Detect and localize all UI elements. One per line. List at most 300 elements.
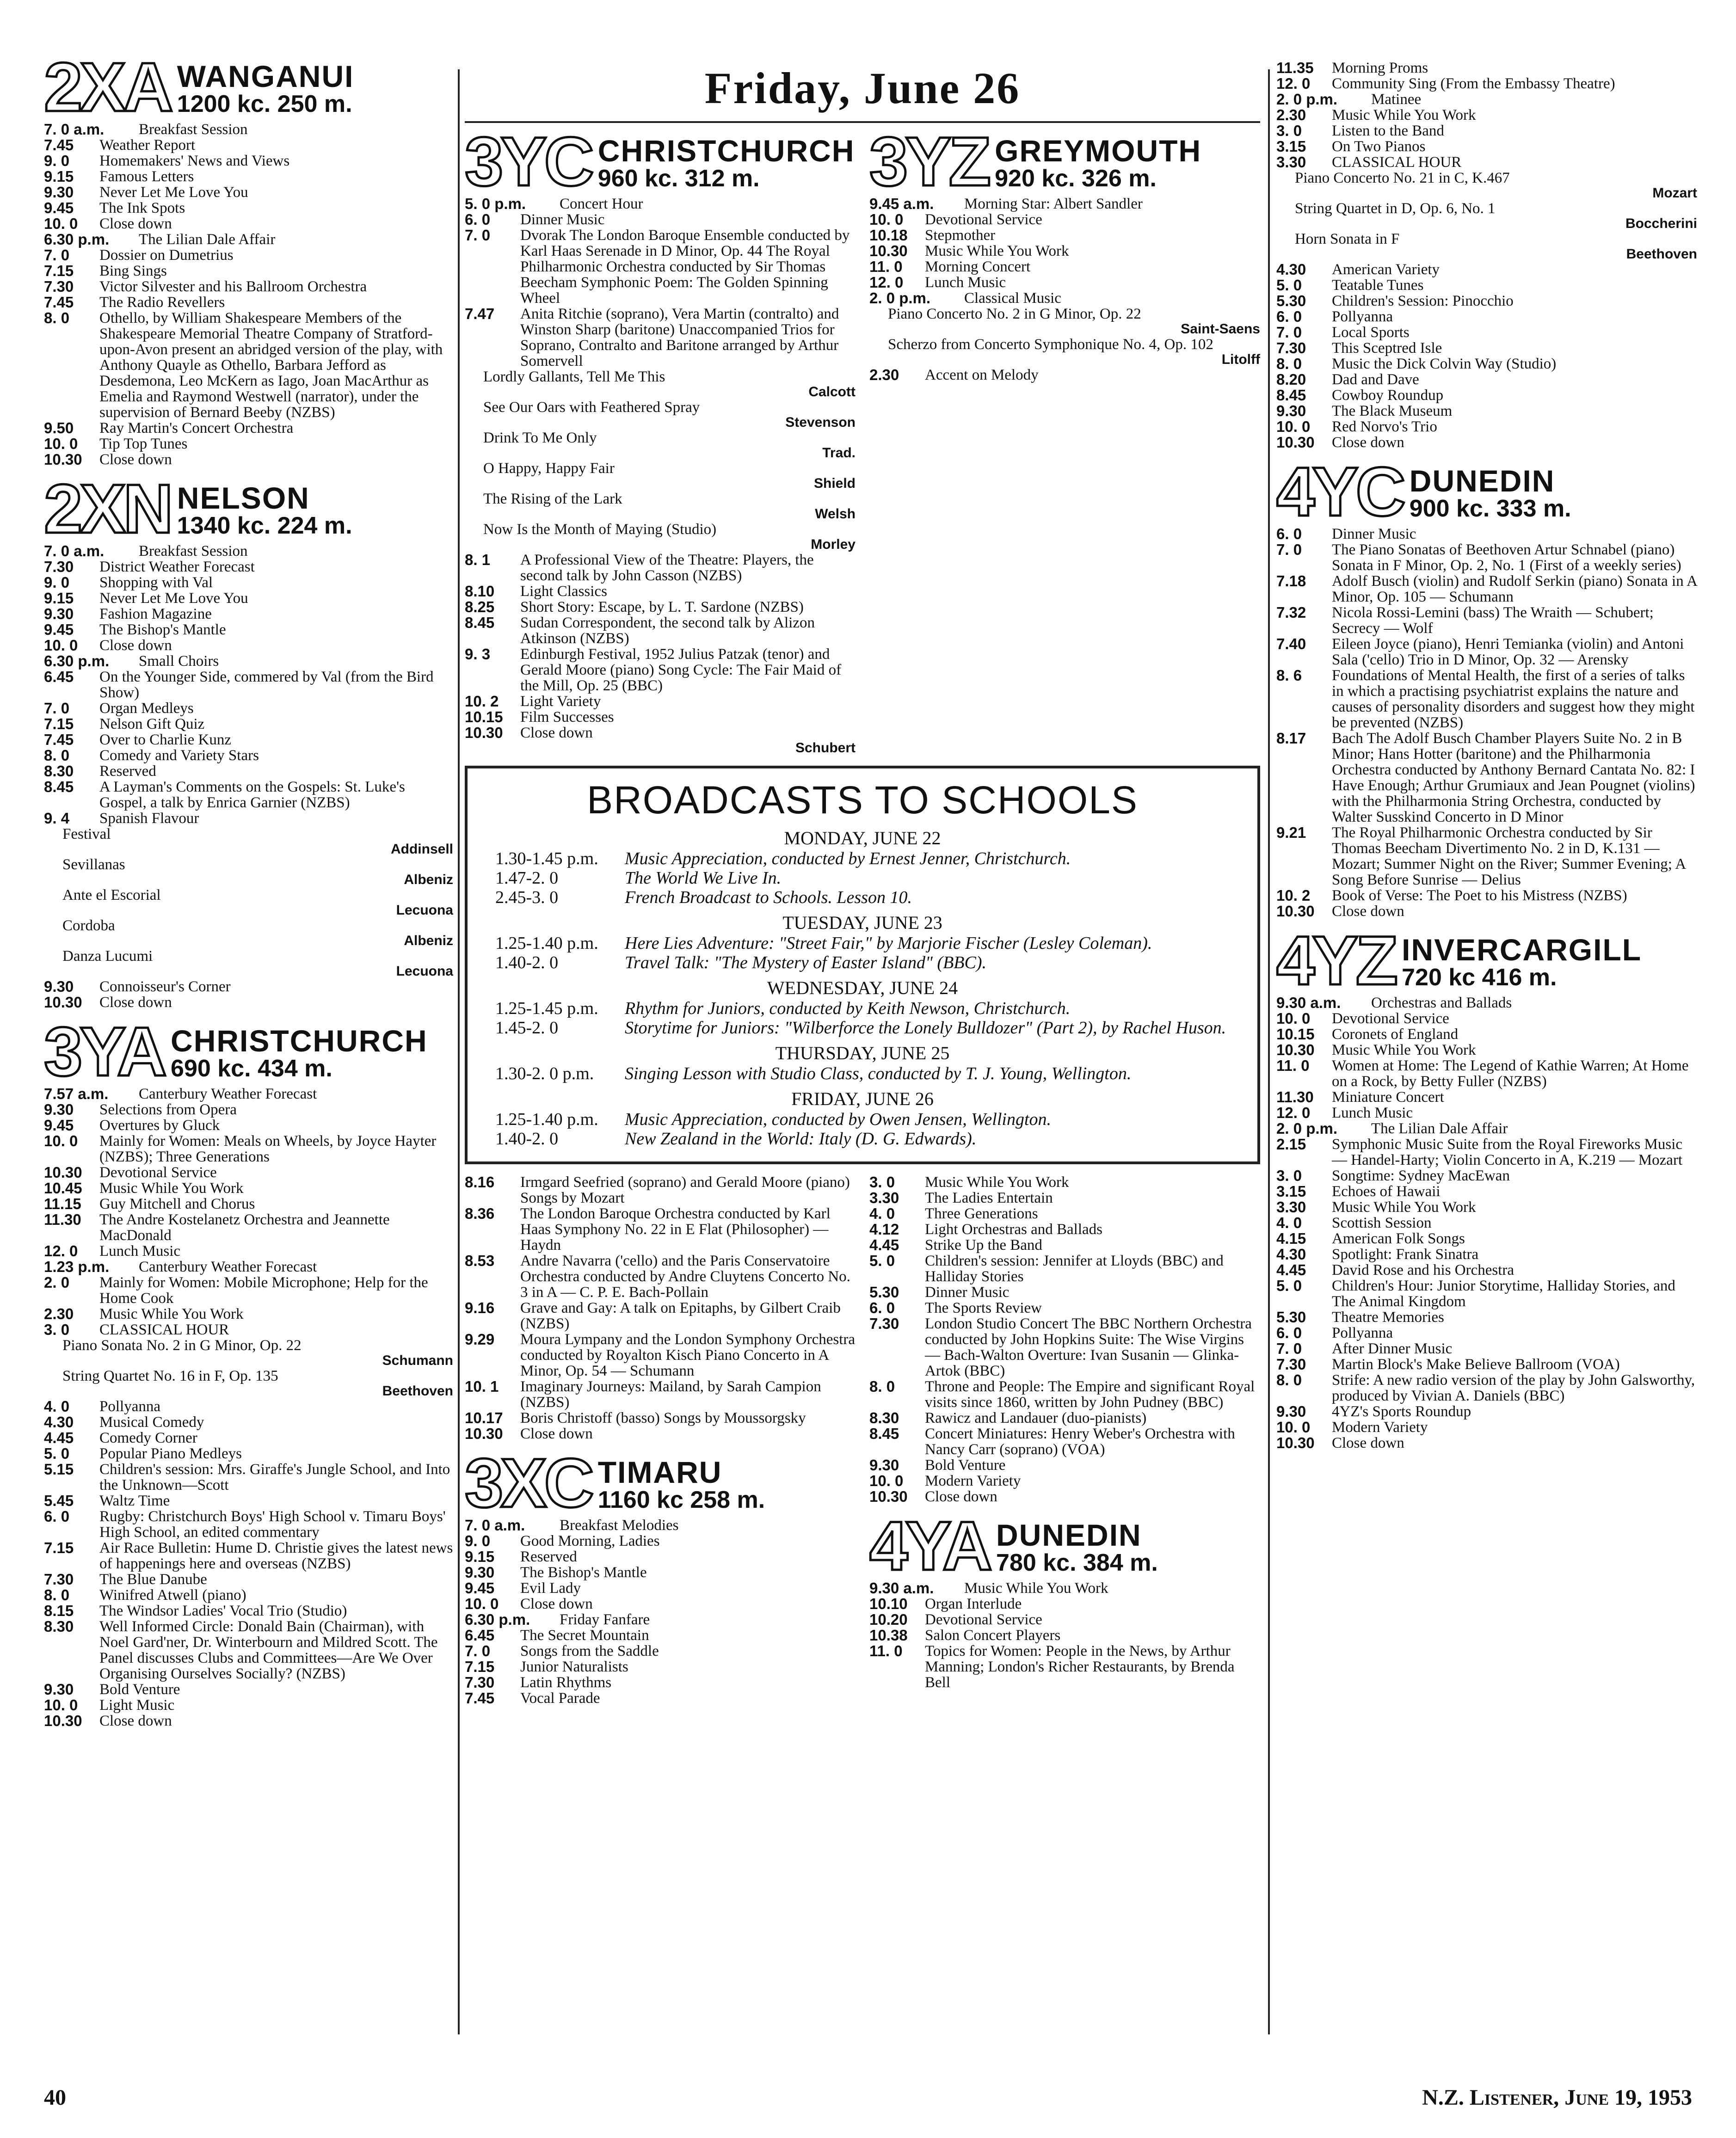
program-time: 9.15 bbox=[465, 1548, 495, 1565]
program-time: 3. 0 bbox=[44, 1321, 70, 1338]
schools-time: 2.45-3. 0 bbox=[495, 888, 559, 907]
program-title: Reserved bbox=[520, 1548, 577, 1565]
program-title: Strike Up the Band bbox=[925, 1237, 1042, 1253]
program-time: 5.45 bbox=[44, 1492, 74, 1509]
program-row bbox=[465, 1300, 856, 1332]
program-title: The Ink Spots bbox=[99, 200, 185, 216]
program-title: Ray Martin's Concert Orchestra bbox=[99, 420, 294, 436]
program-row bbox=[1276, 1011, 1697, 1026]
program-row bbox=[44, 559, 453, 575]
program-row bbox=[1276, 1404, 1697, 1419]
program-row bbox=[465, 552, 856, 584]
program-title: Close down bbox=[520, 1596, 593, 1612]
program-row bbox=[44, 669, 453, 700]
program-title: Close down bbox=[99, 1713, 172, 1729]
program-row bbox=[869, 1174, 1260, 1190]
program-title: Adolf Busch (violin) and Rudolf Serkin (piano) Sonata in A Minor, Op. 105 — Schumann bbox=[1332, 573, 1697, 605]
program-time: 2.30 bbox=[44, 1305, 74, 1322]
station-frequency: 900 kc. 333 m. bbox=[1409, 495, 1571, 522]
program-time: 7. 0 bbox=[44, 246, 70, 264]
program-row bbox=[44, 216, 453, 232]
program-time: 7.45 bbox=[44, 294, 74, 311]
program-time: 7. 0 bbox=[465, 227, 491, 244]
schools-row bbox=[495, 849, 1230, 868]
program-row bbox=[44, 200, 453, 216]
program-time: 9.30 a.m. bbox=[869, 1579, 934, 1597]
program-title: Concert Miniatures: Henry Weber's Orchestra with Nancy Carr (soprano) (VOA) bbox=[925, 1425, 1235, 1458]
composer-credit: Stevenson bbox=[785, 415, 856, 430]
program-time: 10. 0 bbox=[869, 211, 904, 228]
program-list bbox=[465, 196, 856, 369]
program-row bbox=[465, 1675, 856, 1690]
program-row bbox=[465, 615, 856, 646]
program-title: Dinner Music bbox=[925, 1284, 1010, 1301]
work-title: Sevillanas bbox=[62, 856, 125, 873]
program-time: 3. 0 bbox=[1276, 1167, 1302, 1184]
schools-program: The World We Live In. bbox=[625, 868, 782, 888]
program-title: Close down bbox=[925, 1488, 997, 1505]
program-row bbox=[465, 694, 856, 709]
program-title: Spotlight: Frank Sinatra bbox=[1332, 1246, 1479, 1263]
program-time: 7. 0 a.m. bbox=[44, 542, 105, 559]
column-rule-right bbox=[1268, 69, 1270, 2034]
work-title: Horn Sonata in F bbox=[1295, 231, 1400, 247]
program-time: 10.45 bbox=[44, 1180, 82, 1197]
program-title: Eileen Joyce (piano), Henri Temianka (violin) and Antoni Sala ('cello) Trio in D Minor, Op. 32 — Arensky bbox=[1332, 636, 1684, 668]
program-row bbox=[44, 1180, 453, 1196]
program-row bbox=[869, 1612, 1260, 1628]
work-title: Piano Sonata No. 2 in G Minor, Op. 22 bbox=[62, 1337, 302, 1354]
program-title: 4YZ's Sports Roundup bbox=[1332, 1403, 1471, 1420]
program-title: Organ Interlude bbox=[925, 1596, 1022, 1612]
station-frequency: 690 kc. 434 m. bbox=[171, 1055, 332, 1082]
program-title: Friday Fanfare bbox=[560, 1611, 650, 1628]
program-title: Local Sports bbox=[1332, 324, 1410, 341]
program-row bbox=[465, 1596, 856, 1612]
program-title: Children's session: Jennifer at Lloyds (BBC) and Halliday Stories bbox=[925, 1253, 1224, 1285]
program-row bbox=[44, 653, 453, 669]
program-title: Popular Piano Medleys bbox=[99, 1445, 242, 1462]
program-title: Connoisseur's Corner bbox=[99, 978, 231, 995]
program-row bbox=[465, 1690, 856, 1706]
program-title: Waltz Time bbox=[99, 1493, 170, 1509]
program-row bbox=[1276, 1105, 1697, 1121]
program-list bbox=[869, 196, 1260, 306]
program-row bbox=[1276, 1026, 1697, 1042]
program-row bbox=[44, 436, 453, 452]
program-title: Light Variety bbox=[520, 693, 601, 710]
program-title: Overtures by Gluck bbox=[99, 1117, 220, 1134]
program-title: Matinee bbox=[1371, 91, 1422, 108]
program-time: 10. 0 bbox=[1276, 418, 1311, 435]
program-row bbox=[869, 1284, 1260, 1300]
program-title: Light Music bbox=[99, 1697, 175, 1714]
program-row bbox=[44, 1086, 453, 1102]
program-time: 11. 0 bbox=[1276, 1057, 1310, 1074]
program-row bbox=[1276, 76, 1697, 92]
program-time: 10. 0 bbox=[1276, 1419, 1311, 1436]
program-title: Devotional Service bbox=[925, 1611, 1042, 1628]
program-time: 12. 0 bbox=[1276, 75, 1311, 92]
program-title: Concert Hour bbox=[560, 196, 643, 212]
composer-credit: Lecuona bbox=[396, 964, 453, 979]
page-number: 40 bbox=[44, 2085, 66, 2110]
program-title: Close down bbox=[99, 451, 172, 468]
program-title: American Variety bbox=[1332, 261, 1440, 278]
column-center bbox=[465, 62, 1260, 1706]
program-title: Bold Venture bbox=[99, 1681, 180, 1698]
program-title: Nelson Gift Quiz bbox=[99, 716, 205, 732]
program-title: Scottish Session bbox=[1332, 1215, 1432, 1231]
program-time: 7.30 bbox=[44, 1571, 74, 1588]
program-time: 10.30 bbox=[44, 1164, 82, 1181]
program-title: Morning Concert bbox=[925, 258, 1031, 275]
program-time: 9.45 bbox=[44, 1117, 74, 1134]
program-row bbox=[869, 1222, 1260, 1237]
program-row bbox=[869, 1379, 1260, 1410]
program-row bbox=[465, 1253, 856, 1300]
program-title: Music the Dick Colvin Way (Studio) bbox=[1332, 356, 1557, 372]
schools-time: 1.40-2. 0 bbox=[495, 1129, 559, 1149]
program-title: The Ladies Entertain bbox=[925, 1190, 1053, 1206]
program-row bbox=[1276, 573, 1697, 605]
program-time: 5. 0 bbox=[44, 1445, 70, 1462]
schools-box bbox=[465, 766, 1260, 1164]
program-row bbox=[1276, 995, 1697, 1011]
program-title: Modern Variety bbox=[1332, 1419, 1428, 1436]
program-time: 7.30 bbox=[465, 1674, 495, 1691]
program-time: 7.15 bbox=[465, 1658, 495, 1675]
program-title: Close down bbox=[99, 637, 172, 654]
program-row bbox=[1276, 293, 1697, 309]
program-time: 9. 4 bbox=[44, 810, 70, 827]
program-row bbox=[44, 1259, 453, 1275]
work-title: Ante el Escorial bbox=[62, 887, 161, 903]
schools-program: Here Lies Adventure: "Street Fair," by Marjorie Fischer (Lesley Coleman). bbox=[625, 934, 1152, 953]
program-time: 9.30 bbox=[1276, 1403, 1306, 1420]
program-title: Canterbury Weather Forecast bbox=[139, 1259, 317, 1275]
station-2xn bbox=[44, 470, 453, 1011]
work-title: Scherzo from Concerto Symphonique No. 4, Op. 102 bbox=[888, 336, 1213, 353]
program-row bbox=[465, 227, 856, 306]
program-time: 4. 0 bbox=[869, 1205, 895, 1222]
program-title: Community Sing (From the Embassy Theatre) bbox=[1332, 75, 1615, 92]
program-row bbox=[1276, 107, 1697, 123]
station-3yz bbox=[869, 123, 1260, 756]
program-time: 7.18 bbox=[1276, 572, 1306, 590]
program-time: 11.30 bbox=[44, 1211, 81, 1228]
station-4yc bbox=[1276, 453, 1697, 920]
program-row bbox=[869, 212, 1260, 227]
program-time: 6.30 p.m. bbox=[44, 231, 110, 248]
work-title: Now Is the Month of Maying (Studio) bbox=[483, 521, 717, 538]
program-time: 11.35 bbox=[1276, 59, 1314, 76]
program-title: Music While You Work bbox=[1332, 1199, 1476, 1216]
program-title: Shopping with Val bbox=[99, 574, 213, 591]
work-title: Festival bbox=[62, 826, 111, 842]
program-title: Vocal Parade bbox=[520, 1690, 600, 1707]
program-time: 9.45 bbox=[465, 1579, 495, 1597]
program-time: 9.30 a.m. bbox=[1276, 994, 1341, 1011]
program-time: 3.15 bbox=[1276, 1183, 1306, 1200]
program-time: 11.30 bbox=[1276, 1088, 1314, 1106]
program-title: Winifred Atwell (piano) bbox=[99, 1587, 246, 1604]
schools-day-heading: THURSDAY, JUNE 25 bbox=[775, 1043, 950, 1063]
program-title: Music While You Work bbox=[964, 1580, 1108, 1597]
program-row bbox=[44, 310, 453, 420]
program-time: 5. 0 bbox=[1276, 276, 1302, 294]
schools-row bbox=[495, 1110, 1230, 1129]
program-row bbox=[44, 1196, 453, 1212]
program-row bbox=[465, 1565, 856, 1580]
works-list bbox=[44, 1338, 453, 1399]
program-row bbox=[44, 748, 453, 763]
composer-credit: Beethoven bbox=[1626, 246, 1697, 262]
program-time: 4. 0 bbox=[1276, 1214, 1302, 1231]
program-time: 4.45 bbox=[1276, 1261, 1306, 1278]
program-time: 7. 0 bbox=[1276, 324, 1302, 341]
program-row bbox=[44, 169, 453, 184]
program-row bbox=[1276, 372, 1697, 387]
program-row bbox=[44, 247, 453, 263]
program-row bbox=[1276, 262, 1697, 277]
work-title: Drink To Me Only bbox=[483, 430, 597, 446]
program-time: 7. 0 bbox=[1276, 1340, 1302, 1357]
program-row bbox=[869, 290, 1260, 306]
program-time: 9.30 bbox=[1276, 402, 1306, 419]
station-city: CHRISTCHURCH bbox=[597, 134, 855, 168]
composer-credit: Beethoven bbox=[382, 1383, 453, 1399]
program-title: Latin Rhythms bbox=[520, 1674, 612, 1691]
magazine-footer: N.Z. Listener, June 19, 1953 bbox=[1422, 2085, 1692, 2110]
program-title: Over to Charlie Kunz bbox=[99, 731, 231, 748]
schools-program: French Broadcast to Schools. Lesson 10. bbox=[625, 888, 912, 907]
works-list bbox=[465, 369, 856, 552]
station-logo: 4YA bbox=[869, 1507, 990, 1585]
program-time: 7.30 bbox=[44, 558, 74, 575]
program-list bbox=[465, 552, 856, 741]
program-time: 7.40 bbox=[1276, 635, 1306, 652]
program-time: 7.32 bbox=[1276, 604, 1306, 621]
program-title: The Lilian Dale Affair bbox=[139, 231, 276, 248]
program-row bbox=[869, 1410, 1260, 1426]
program-time: 9.30 bbox=[44, 1681, 74, 1698]
station-city: CHRISTCHURCH bbox=[171, 1024, 428, 1058]
schools-time: 1.30-2. 0 p.m. bbox=[495, 1064, 594, 1083]
station-frequency: 720 kc 416 m. bbox=[1402, 964, 1557, 991]
program-time: 10.30 bbox=[1276, 1434, 1315, 1451]
program-title: Morning Proms bbox=[1332, 60, 1428, 76]
station-logo: 2XA bbox=[44, 48, 171, 126]
program-row bbox=[465, 1206, 856, 1253]
program-time: 9.29 bbox=[465, 1331, 495, 1348]
schools-row bbox=[495, 934, 1230, 953]
program-row bbox=[1276, 1137, 1697, 1168]
program-title: Foundations of Mental Health, the first of a series of talks in which a practising psychiatrist explains the nature and causes of personality disorders and suggest how they might be prevented (NZBS) bbox=[1332, 667, 1695, 731]
program-row bbox=[1276, 526, 1697, 542]
program-row bbox=[44, 606, 453, 622]
program-title: Music While You Work bbox=[1332, 1042, 1476, 1058]
program-time: 11.15 bbox=[44, 1195, 81, 1212]
program-time: 11. 0 bbox=[869, 258, 903, 275]
program-time: 4.45 bbox=[44, 1429, 74, 1446]
program-row bbox=[1276, 731, 1697, 825]
program-row bbox=[1276, 387, 1697, 403]
station-2xa bbox=[44, 48, 453, 468]
program-time: 9.50 bbox=[44, 419, 74, 436]
program-title: Pollyanna bbox=[1332, 308, 1393, 325]
program-row bbox=[1276, 1419, 1697, 1435]
program-title: Weather Report bbox=[99, 137, 196, 154]
program-row bbox=[465, 212, 856, 227]
program-time: 9.45 bbox=[44, 621, 74, 638]
program-time: 8.36 bbox=[465, 1205, 495, 1222]
program-time: 7. 0 a.m. bbox=[465, 1517, 525, 1534]
program-time: 8. 0 bbox=[869, 1378, 895, 1395]
program-time: 8.15 bbox=[44, 1602, 74, 1619]
program-row bbox=[1276, 1309, 1697, 1325]
program-title: Comedy Corner bbox=[99, 1430, 197, 1446]
program-time: 3. 0 bbox=[1276, 122, 1302, 139]
program-time: 9. 3 bbox=[465, 645, 491, 663]
program-time: 8. 0 bbox=[1276, 1371, 1302, 1388]
station-frequency: 780 kc. 384 m. bbox=[996, 1549, 1158, 1576]
program-row bbox=[44, 279, 453, 295]
program-row bbox=[44, 1462, 453, 1493]
program-title: Miniature Concert bbox=[1332, 1089, 1444, 1106]
composer-credit: Mozart bbox=[1652, 185, 1697, 201]
program-time: 8. 0 bbox=[44, 747, 70, 764]
program-row bbox=[1276, 1372, 1697, 1404]
program-title: CLASSICAL HOUR bbox=[1332, 154, 1462, 171]
program-time: 4.30 bbox=[1276, 1246, 1306, 1263]
program-title: Small Choirs bbox=[139, 653, 219, 670]
program-title: Mainly for Women: Mobile Microphone; Help for the Home Cook bbox=[99, 1274, 428, 1307]
program-list bbox=[869, 1580, 1260, 1690]
composer-credit: Albeniz bbox=[404, 933, 453, 948]
station-3yc bbox=[465, 123, 856, 756]
program-row bbox=[1276, 154, 1697, 170]
program-title: American Folk Songs bbox=[1332, 1230, 1465, 1247]
schools-program: Singing Lesson with Studio Class, conducted by T. J. Young, Wellington. bbox=[625, 1064, 1132, 1083]
program-title: Pollyanna bbox=[99, 1398, 160, 1415]
program-title: Breakfast Melodies bbox=[560, 1517, 679, 1534]
station-frequency: 1200 kc. 250 m. bbox=[177, 91, 352, 117]
program-time: 10. 0 bbox=[44, 1696, 78, 1714]
program-title: Close down bbox=[520, 1425, 593, 1442]
program-time: 7. 0 bbox=[465, 1642, 491, 1659]
program-title: The London Baroque Orchestra conducted by Karl Haas Symphony No. 22 in E Flat (Philosopher) — Haydn bbox=[520, 1205, 831, 1253]
program-title: On the Younger Side, commered by Val (from the Bird Show) bbox=[99, 669, 434, 701]
program-time: 1.23 p.m. bbox=[44, 1258, 110, 1275]
program-title: Dinner Music bbox=[1332, 526, 1416, 542]
program-time: 6. 0 bbox=[44, 1508, 70, 1525]
program-time: 6. 0 bbox=[1276, 308, 1302, 325]
program-title: Organ Medleys bbox=[99, 700, 194, 717]
station-frequency: 1160 kc 258 m. bbox=[597, 1487, 765, 1513]
program-title: Rugby: Christchurch Boys' High School v. Timaru Boys' High School, an edited commentary bbox=[99, 1508, 446, 1541]
program-time: 8.45 bbox=[44, 778, 74, 795]
program-time: 9.45 bbox=[44, 199, 74, 216]
program-time: 4.12 bbox=[869, 1221, 899, 1238]
program-title: Victor Silvester and his Ballroom Orchestra bbox=[99, 278, 367, 295]
program-title: Music While You Work bbox=[925, 1174, 1069, 1191]
program-time: 7.45 bbox=[44, 731, 74, 748]
program-time: 2.30 bbox=[869, 366, 899, 383]
program-title: Devotional Service bbox=[925, 211, 1042, 228]
composer-credit: Calcott bbox=[808, 384, 856, 399]
program-title: Devotional Service bbox=[1332, 1010, 1449, 1027]
program-time: 8.53 bbox=[465, 1252, 495, 1269]
program-title: Close down bbox=[520, 725, 593, 741]
program-time: 10. 0 bbox=[44, 637, 78, 654]
station-4yz bbox=[1276, 922, 1697, 1451]
station-logo: 4YZ bbox=[1276, 922, 1396, 999]
program-row bbox=[1276, 403, 1697, 419]
program-title: Women at Home: The Legend of Kathie Warren; At Home on a Rock, by Betty Fuller (NZBS) bbox=[1332, 1057, 1689, 1090]
program-time: 9.30 bbox=[44, 978, 74, 995]
program-row bbox=[465, 196, 856, 212]
program-title: Close down bbox=[1332, 903, 1404, 920]
program-row bbox=[869, 1580, 1260, 1596]
program-row bbox=[44, 1414, 453, 1430]
program-time: 10. 0 bbox=[1276, 1010, 1311, 1027]
composer-credit: Trad. bbox=[822, 445, 856, 461]
schools-day-heading: MONDAY, JUNE 22 bbox=[784, 828, 941, 848]
schools-day-heading: TUESDAY, JUNE 23 bbox=[782, 912, 942, 933]
program-time: 10. 0 bbox=[44, 435, 78, 452]
program-time: 6. 0 bbox=[869, 1299, 895, 1316]
program-row bbox=[44, 1682, 453, 1697]
program-title: The Radio Revellers bbox=[99, 294, 225, 311]
program-row bbox=[44, 779, 453, 811]
program-time: 4.30 bbox=[1276, 261, 1306, 278]
program-row bbox=[1276, 1199, 1697, 1215]
program-title: Light Classics bbox=[520, 583, 607, 600]
program-row bbox=[869, 1643, 1260, 1690]
program-row bbox=[44, 1430, 453, 1446]
program-row bbox=[465, 306, 856, 369]
work-title: Piano Concerto No. 2 in G Minor, Op. 22 bbox=[888, 306, 1141, 322]
composer-credit: Albeniz bbox=[404, 872, 453, 887]
program-row bbox=[1276, 1215, 1697, 1231]
program-row bbox=[1276, 825, 1697, 888]
program-title: Junior Naturalists bbox=[520, 1659, 628, 1675]
program-title: London Studio Concert The BBC Northern Orchestra conducted by John Hopkins Suite: The Wise Virgins — Bach-Walton Overture: Ivan Susanin — Glinka-Artok (BBC) bbox=[925, 1315, 1252, 1379]
program-title: Pollyanna bbox=[1332, 1325, 1393, 1341]
program-time: 3.15 bbox=[1276, 138, 1306, 155]
program-row bbox=[465, 599, 856, 615]
program-time: 10.30 bbox=[465, 1425, 503, 1442]
program-time: 8.45 bbox=[869, 1425, 899, 1442]
work-title: Piano Concerto No. 21 in C, K.467 bbox=[1295, 170, 1510, 186]
program-row bbox=[44, 232, 453, 247]
station-city: DUNEDIN bbox=[996, 1518, 1142, 1552]
program-title: Modern Variety bbox=[925, 1473, 1021, 1489]
program-row bbox=[869, 243, 1260, 259]
program-title: After Dinner Music bbox=[1332, 1340, 1453, 1357]
program-time: 9.16 bbox=[465, 1299, 495, 1316]
program-row bbox=[1276, 668, 1697, 731]
station-city: TIMARU bbox=[597, 1455, 722, 1489]
schools-time: 1.25-1.45 p.m. bbox=[495, 999, 598, 1018]
program-row bbox=[869, 1473, 1260, 1489]
program-title: Air Race Bulletin: Hume D. Christie gives the latest news of happenings here and overseas (NZBS) bbox=[99, 1540, 453, 1572]
station-3ya bbox=[44, 1013, 453, 1729]
program-title: Symphonic Music Suite from the Royal Fireworks Music — Handel-Harty; Violin Concerto in A, K.219 — Mozart bbox=[1332, 1136, 1683, 1168]
program-time: 10.30 bbox=[44, 994, 82, 1011]
composer-credit: Lecuona bbox=[396, 903, 453, 918]
